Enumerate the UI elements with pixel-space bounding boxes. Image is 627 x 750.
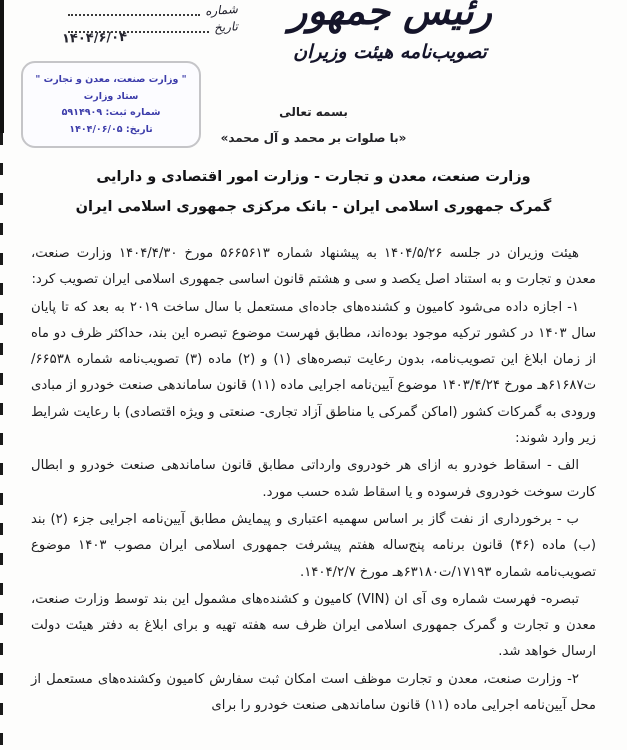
bismillah-line: بسمه تعالی	[279, 105, 348, 119]
salawat-line: «با صلوات بر محمد و آل محمد»	[220, 131, 407, 145]
invocation-block	[0, 99, 627, 151]
stamp-ministry-line: " وزارت صنعت، معدن و تجارت "	[35, 74, 187, 85]
handwritten-date: ۱۴۰۴/۶/۰۴	[61, 29, 128, 47]
body-paragraph-tabsareh: تبصره- فهرست شماره وی آی ان (VIN) کامیون و کشنده‌های مشمول این بند توسط وزارت صنعت، معدن و تجارت و گمرک جمهوری اسلامی ایران ظرف سه هفته تهیه و برای ابلاغ به دفتر هیئت دولت ارسال خواهد شد.	[31, 591, 596, 660]
stamp-registration-date: تاریخ: ۱۴۰۴/۰۶/۰۵	[69, 123, 153, 135]
number-label: شماره	[204, 1, 239, 19]
addressee-line-1: وزارت صنعت، معدن و تجارت - وزارت امور اقتصادی و دارایی	[96, 169, 531, 185]
body-paragraph-clause-2: ۲- وزارت صنعت، معدن و تجارت موظف است امکان ثبت سفارش کامیون وکشنده‌های مستعمل از محل آیین‌نامه اجرایی ماده (۱۱) قانون ساماندهی صنعت خودرو را برای	[31, 671, 596, 714]
letterhead-subtitle: تصویب‌نامه هیئت وزیران	[293, 41, 487, 63]
body-paragraph-clause-1-be: ب - برخورداری از نفت گاز بر اساس سهمیه اعتباری و پیمایش مطابق آیین‌نامه اجرایی جزء (۲) بند (ب) ماده (۴۶) قانون برنامه پنج‌ساله هفتم پیشرفت جمهوری اسلامی ایران مصوب ۱۴۰۳ موضوع تصویب‌نامه شماره ۱۷۱۹۳/ت۶۳۱۸۰هـ مورخ ۱۴۰۴/۲/۷.	[31, 511, 596, 580]
stamp-registration-number: شماره ثبت: ۵۹۱۴۹۰۹	[61, 107, 161, 118]
date-label: تاریخ	[213, 19, 239, 35]
letterhead-title: رئیس جمهور	[288, 0, 493, 33]
body-paragraph-clause-1-alef: الف - اسقاط خودرو به ازای هر خودروی وارداتی مطابق قانون ساماندهی صنعت خودرو و ابطال کارت سوخت خودروی فرسوده و یا اسقاط شده حسب مورد.	[31, 458, 596, 500]
stamp-office-line: ستاد وزارت	[83, 90, 139, 102]
body-paragraph-clause-1: ۱- اجازه داده می‌شود کامیون و کشنده‌های جاده‌ای مستعمل با سال ساخت ۲۰۱۹ به بعد که تا پایان سال ۱۴۰۳ در کشور ترکیه موجود بوده‌اند، مطابق فهرست موضوع تبصره این بند، حداکثر ظرف دو ماه از زمان ابلاغ این تصویب‌نامه، بدون رعایت تبصره‌های (۱) و (۲) ماده (۳) تصویب‌نامه شماره ۶۶۵۳۸/ت۶۱۶۸۷هـ مورخ ۱۴۰۳/۴/۲۴ موضوع آیین‌نامه اجرایی ماده (۱۱) قانون ساماندهی صنعت خودرو از مبادی ورودی به گمرکات کشور (اماکن گمرکی یا مناطق آزاد تجاری- صنعتی و ویژه اقتصادی) با رعایت شرایط زیر وارد شوند:	[31, 299, 597, 447]
number-dotted-line	[68, 5, 200, 16]
number-date-block	[61, 1, 240, 47]
number-row	[62, 1, 240, 19]
decree-body	[31, 241, 596, 720]
addressee-line-2: گمرک جمهوری اسلامی ایران - بانک مرکزی جمهوری اسلامی ایران	[75, 198, 552, 215]
body-paragraph-preamble: هیئت وزیران در جلسه ۱۴۰۴/۵/۲۶ به پیشنهاد شماره ۵۶۶۵۶۱۳ مورخ ۱۴۰۴/۴/۳۰ وزارت صنعت، معدن و تجارت و به استناد اصل یکصد و سی و هشتم قانون اساسی جمهوری اسلامی ایران تصویب کرد:	[31, 246, 596, 288]
addressees-block	[0, 163, 627, 222]
